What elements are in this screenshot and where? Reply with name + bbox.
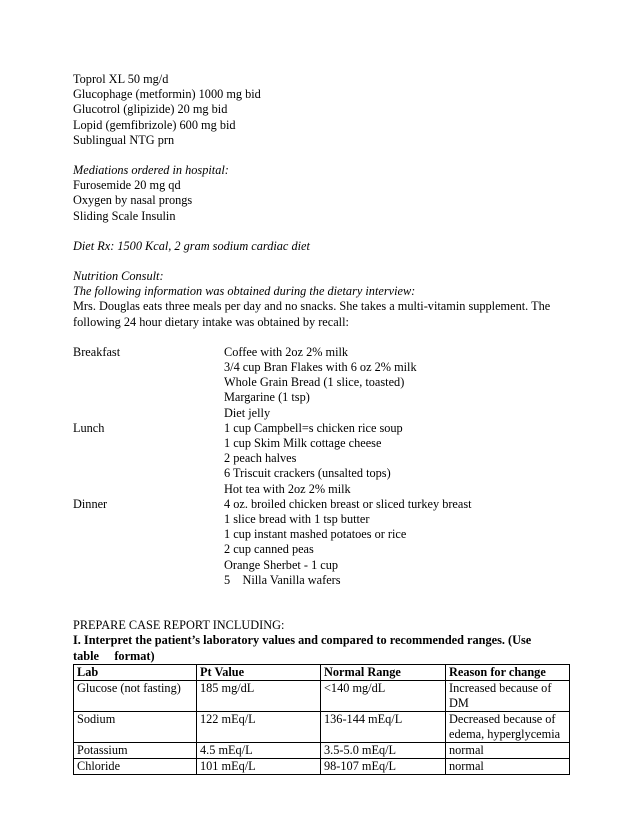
diet-rx: Diet Rx: 1500 Kcal, 2 gram sodium cardiac diet (73, 238, 310, 253)
med-line: Glucophage (metformin) 1000 mg bid (73, 87, 261, 102)
meal-list (73, 345, 573, 588)
document-page (73, 72, 573, 775)
nutrition-subheading: The following information was obtained during the dietary interview: (73, 284, 416, 299)
table-cell: Decreased because of edema, hyperglycemia (446, 711, 570, 742)
med-line: Glucotrol (glipizide) 20 mg bid (73, 102, 228, 117)
meal-label: Breakfast (73, 344, 121, 359)
column-header: Normal Range (321, 664, 446, 680)
meal-item: Whole Grain Bread (1 slice, toasted) (224, 375, 405, 390)
nutrition-heading: Nutrition Consult: (73, 269, 164, 284)
home-medications (73, 72, 573, 148)
meal-item: 1 cup Campbell=s chicken rice soup (224, 420, 403, 435)
table-cell: <140 mg/dL (321, 680, 446, 711)
meal-label: Lunch (73, 420, 105, 435)
meal-item: Margarine (1 tsp) (224, 390, 310, 405)
meal-item: 3/4 cup Bran Flakes with 6 oz 2% milk (224, 360, 417, 375)
table-header-row (74, 664, 570, 680)
meal-item: 6 Triscuit crackers (unsalted tops) (224, 466, 391, 481)
table-row (74, 742, 570, 758)
table-cell: Increased because of DM (446, 680, 570, 711)
meal-item: 5 Nilla Vanilla wafers (224, 572, 341, 587)
table-cell: normal (446, 758, 570, 774)
table-cell: Sodium (74, 711, 197, 742)
report-section-title: I. Interpret the patient’s laboratory values and compared to recommended ranges. (Use (73, 633, 532, 648)
table-cell: 98-107 mEq/L (321, 758, 446, 774)
table-cell: Potassium (74, 742, 197, 758)
med-line: Sublingual NTG prn (73, 132, 175, 147)
meal-breakfast (73, 345, 573, 421)
table-cell: 185 mg/dL (197, 680, 321, 711)
meal-lunch (73, 421, 573, 497)
table-cell: 122 mEq/L (197, 711, 321, 742)
table-row (74, 758, 570, 774)
med-line: Oxygen by nasal prongs (73, 193, 193, 208)
table-cell: 4.5 mEq/L (197, 742, 321, 758)
nutrition-text: Mrs. Douglas eats three meals per day and no snacks. She takes a multi-vitamin supplement. The (73, 299, 551, 314)
table-cell: normal (446, 742, 570, 758)
nutrition-consult (73, 269, 573, 330)
med-line: Toprol XL 50 mg/d (73, 72, 169, 86)
table-cell: 3.5-5.0 mEq/L (321, 742, 446, 758)
med-line: Furosemide 20 mg qd (73, 178, 181, 193)
lab-table (73, 664, 570, 775)
meal-item: Orange Sherbet - 1 cup (224, 557, 339, 572)
column-header: Reason for change (446, 664, 570, 680)
meal-item: Hot tea with 2oz 2% milk (224, 481, 351, 496)
table-cell: Chloride (74, 758, 197, 774)
meal-item: 1 cup Skim Milk cottage cheese (224, 436, 382, 451)
table-cell: 136-144 mEq/L (321, 711, 446, 742)
meal-item: 2 cup canned peas (224, 542, 314, 557)
meal-dinner (73, 497, 573, 588)
hospital-medications (73, 163, 573, 224)
report-section-title: table format) (73, 648, 155, 663)
meal-item: Coffee with 2oz 2% milk (224, 344, 349, 359)
meal-item: Diet jelly (224, 405, 271, 420)
meal-item: 1 cup instant mashed potatoes or rice (224, 527, 407, 542)
meal-item: 4 oz. broiled chicken breast or sliced turkey breast (224, 496, 472, 511)
meal-item: 2 peach halves (224, 451, 297, 466)
table-row (74, 680, 570, 711)
med-line: Lopid (gemfibrizole) 600 mg bid (73, 117, 236, 132)
nutrition-text: following 24 hour dietary intake was obtained by recall: (73, 314, 349, 329)
med-line: Sliding Scale Insulin (73, 208, 176, 223)
table-cell: 101 mEq/L (197, 758, 321, 774)
report-heading: PREPARE CASE REPORT INCLUDING: (73, 618, 285, 633)
column-header: Pt Value (197, 664, 321, 680)
meal-label: Dinner (73, 496, 108, 511)
column-header: Lab (74, 664, 197, 680)
hospital-meds-heading: Mediations ordered in hospital: (73, 163, 229, 178)
table-row (74, 711, 570, 742)
table-cell: Glucose (not fasting) (74, 680, 197, 711)
meal-item: 1 slice bread with 1 tsp butter (224, 512, 370, 527)
